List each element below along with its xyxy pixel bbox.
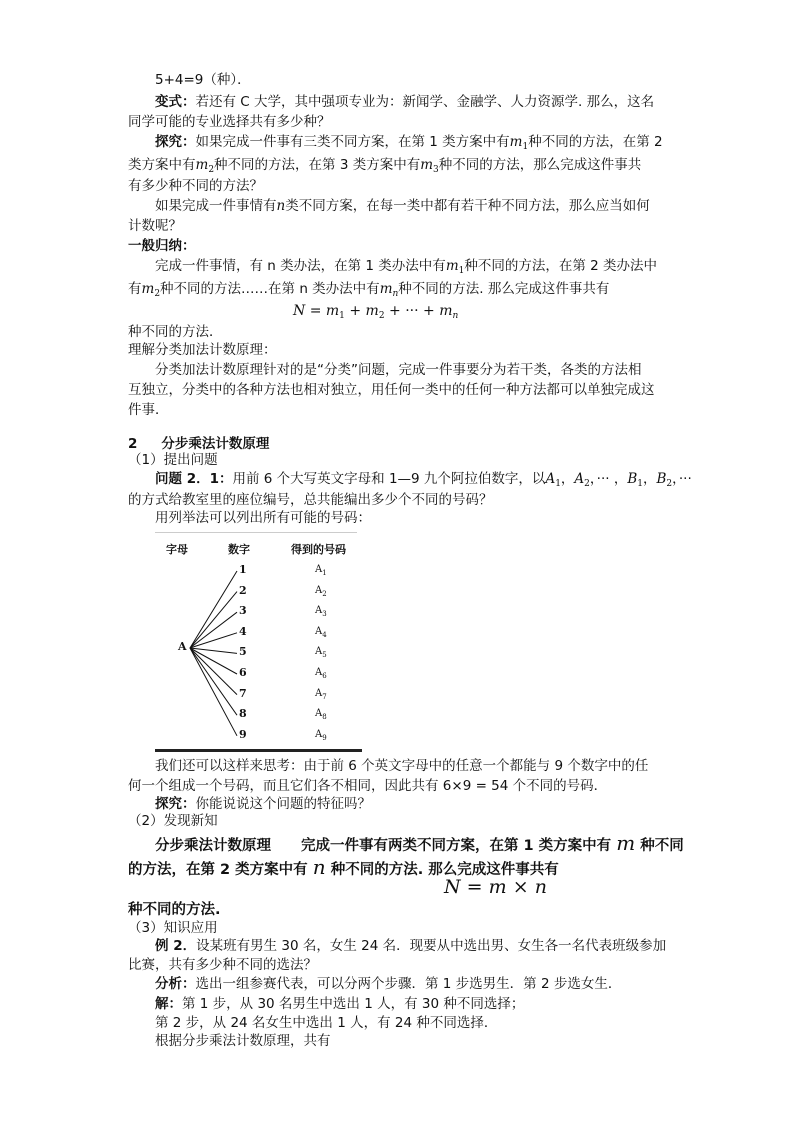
tree-branch xyxy=(190,633,237,648)
text-line: 何一个组成一个号码，而且它们各不相同，因此共有 6×9 = 54 个不同的号码． xyxy=(128,778,608,794)
tree-branch xyxy=(190,648,237,653)
text-line: 有多少种不同的方法？ xyxy=(128,178,263,194)
figure-bottom-rule xyxy=(155,749,362,752)
formula-sum: $N = m_1 + m_2$ + ··· + $m_n$ xyxy=(293,303,459,321)
tree-code-1: $A_1$ xyxy=(315,564,327,577)
text-line: 探究：如果完成一件事有三类不同方案，在第 1 类方案中有$m_1$种不同的方法，在第 2 xyxy=(155,134,663,152)
tree-code-8: $A_8$ xyxy=(315,708,327,722)
section-heading: 一般归纳： xyxy=(128,238,196,254)
section-heading: 2 分步乘法计数原理 xyxy=(128,436,270,452)
tree-digit-5: 5 xyxy=(239,645,247,659)
tree-branch xyxy=(190,612,237,648)
text-line: 解：第 1 步，从 30 名男生中选出 1 人，有 30 种不同选择； xyxy=(155,996,525,1012)
text-line: 变式：若还有 C 大学，其中强项专业为：新闻学、金融学、人力资源学. 那么，这名 xyxy=(155,94,655,110)
tree-digit-4: 4 xyxy=(239,624,247,638)
column-header-letter: 字母 xyxy=(166,543,188,556)
tree-branch xyxy=(190,592,237,648)
tree-branch xyxy=(190,648,237,695)
tree-code-4: $A_4$ xyxy=(315,625,327,639)
tree-digit-3: 3 xyxy=(239,604,247,618)
tree-digit-6: 6 xyxy=(239,666,247,679)
text-line: 根据分步乘法计数原理，共有 xyxy=(155,1033,331,1049)
tree-code-3: $A_3$ xyxy=(315,605,327,619)
tree-code-6: $A_6$ xyxy=(315,667,327,680)
text-line: 问题 2．1：用前 6 个大写英文字母和 1—9 九个阿拉伯数字，以$A_1$，$A_2$，··· ，$B_1$，$B_2$，··· xyxy=(155,471,692,489)
text-line: 用列举法可以列出所有可能的号码： xyxy=(155,510,371,526)
tree-branches xyxy=(150,530,365,755)
tree-branch xyxy=(190,648,237,715)
principle-statement: 的方法，在第 2 类方案中有 n 种不同的方法. 那么完成这件事共有 xyxy=(128,855,559,879)
text-line: 件事． xyxy=(128,402,169,418)
text-line: 分析：选出一组参赛代表，可以分两个步骤．第 1 步选男生．第 2 步选女生． xyxy=(155,976,622,992)
text-line: 我们还可以这样来思考：由于前 6 个英文字母中的任意一个都能与 9 个数字中的任 xyxy=(155,758,649,774)
text-line: 互独立，分类中的各种方法也相对独立，用任何一类中的任何一种方法都可以单独完成这 xyxy=(128,382,655,398)
tree-code-7: $A_7$ xyxy=(315,687,327,701)
tree-branch xyxy=(190,571,237,648)
text-line: 有$m_2$种不同的方法……在第 n 类办法中有$m_n$种不同的方法. 那么完成这件事共有 xyxy=(128,281,610,299)
text-line: 比赛，共有多少种不同的选法？ xyxy=(128,957,317,973)
tree-root-A: A xyxy=(178,640,187,653)
text-line: 第 2 步，从 24 名女生中选出 1 人，有 24 种不同选择． xyxy=(155,1015,498,1031)
tree-code-5: $A_5$ xyxy=(315,646,327,660)
text-line: （3）知识应用 xyxy=(128,920,218,936)
tree-digit-8: 8 xyxy=(239,707,247,721)
text-line: （1）提出问题 xyxy=(128,452,218,468)
tree-code-2: $A_2$ xyxy=(315,584,327,598)
text-line: 探究：你能说说这个问题的特征吗？ xyxy=(155,796,371,812)
text-line: 完成一件事情，有 n 类办法，在第 1 类办法中有$m_1$种不同的方法，在第 2 类办法中 xyxy=(155,258,658,276)
text-line: 如果完成一件事情有n类不同方案，在每一类中都有若干种不同方法，那么应当如何 xyxy=(155,198,650,214)
text-line: 种不同的方法． xyxy=(128,324,223,340)
tree-digit-1: 1 xyxy=(239,563,247,576)
text-line: 类方案中有$m_2$种不同的方法，在第 3 类方案中有$m_3$种不同的方法，那么完成这件事共 xyxy=(128,157,642,175)
text-line: 理解分类加法计数原理： xyxy=(128,342,277,358)
text-line: 计数呢？ xyxy=(128,218,182,234)
tree-diagram xyxy=(150,530,365,755)
tree-digit-7: 7 xyxy=(239,686,247,700)
text-line: 同学可能的专业选择共有多少种？ xyxy=(128,114,331,130)
text-line: 种不同的方法. xyxy=(128,902,221,918)
text-line: （2）发现新知 xyxy=(128,813,218,829)
tree-digit-2: 2 xyxy=(239,583,247,597)
column-header-digit: 数字 xyxy=(228,543,250,556)
tree-code-9: $A_9$ xyxy=(315,728,327,742)
principle-statement: 分步乘法计数原理 完成一件事有两类不同方案，在第 1 类方案中有 m 种不同 xyxy=(155,831,684,855)
text-line: 分类加法计数原理针对的是“分类”问题，完成一件事要分为若干类，各类的方法相 xyxy=(155,362,642,378)
text-line: 例 2．设某班有男生 30 名，女生 24 名．现要从中选出男、女生各一名代表班级参加 xyxy=(155,938,667,954)
column-header-code: 得到的号码 xyxy=(291,543,346,556)
formula-product: N = m × n xyxy=(444,876,547,898)
text-line: 的方式给教室里的座位编号，总共能编出多少个不同的号码？ xyxy=(128,492,493,508)
text-line: 5+4=9（种）． xyxy=(155,72,251,88)
tree-digit-9: 9 xyxy=(239,727,247,741)
